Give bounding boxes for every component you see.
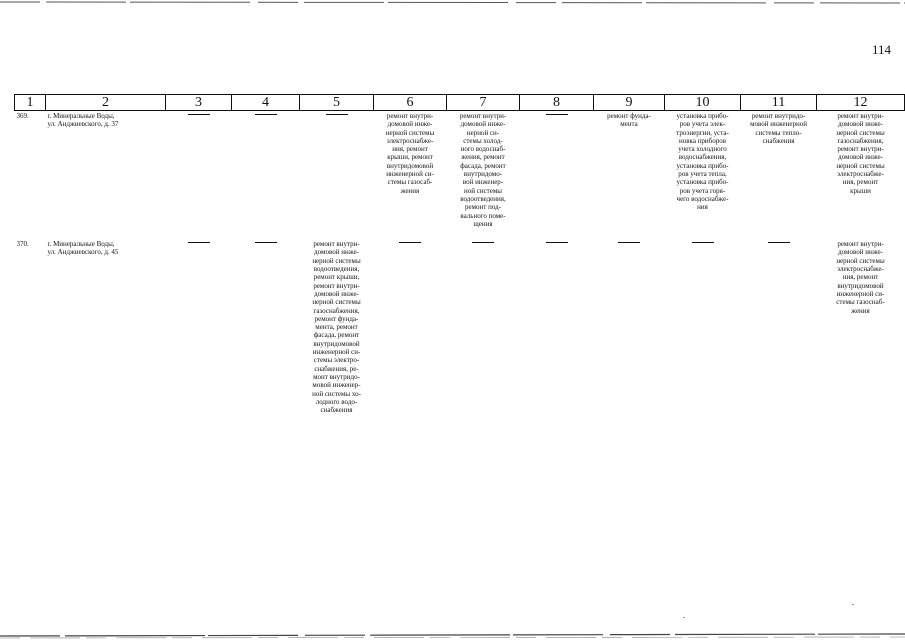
work-line: ремонт фунда- (607, 112, 651, 120)
empty-cell (665, 239, 741, 414)
address-cell (46, 111, 166, 229)
scan-edge-top (0, 0, 905, 6)
empty-cell (300, 111, 374, 229)
row-number: 370. (16, 240, 29, 249)
empty-cell (741, 239, 817, 414)
column-number-6: 6 (374, 95, 447, 111)
work-line: крыши, ремонт (387, 153, 433, 162)
scan-speck (852, 604, 854, 605)
column-number-1: 1 (15, 95, 46, 111)
empty-cell (594, 239, 665, 414)
work-line: ремонт внутри- (837, 240, 884, 249)
work-cell (447, 111, 520, 229)
dash-mark (546, 242, 568, 243)
work-line: установка прибо- (676, 161, 729, 170)
table-row (15, 239, 905, 414)
work-line: вального поме- (460, 211, 506, 220)
column-number-4: 4 (232, 95, 300, 111)
work-line: ремонт внутри- (313, 281, 360, 290)
address-line: г. Минеральные Воды, (47, 240, 115, 249)
work-line: ремонт под- (464, 203, 502, 212)
work-line: водоотведения, (313, 265, 360, 274)
work-line: монт внутридо- (313, 372, 360, 381)
column-number-7: 7 (447, 95, 520, 111)
work-line: стемы газосаб- (387, 178, 433, 187)
work-line: газоснабжения, (837, 136, 884, 145)
work-line: снабжения (320, 406, 353, 415)
work-line: домовой инже- (460, 120, 506, 129)
dash-mark (768, 242, 790, 243)
empty-cell (447, 239, 520, 414)
work-line: троэнергии, уста- (676, 128, 729, 137)
work-line: инженерной си- (836, 289, 885, 298)
work-line: водоснабжения, (678, 153, 727, 162)
work-cell (665, 111, 741, 229)
work-line: ния, ремонт (842, 178, 879, 187)
empty-cell (520, 111, 594, 229)
column-number-12: 12 (817, 95, 905, 111)
work-line: ремонт внутри- (837, 145, 884, 154)
work-line: нерной си- (466, 128, 500, 137)
dash-mark (255, 242, 277, 243)
column-number-5: 5 (300, 95, 374, 111)
work-cell (594, 111, 665, 229)
column-number-9: 9 (594, 95, 665, 111)
scan-edge-bottom (0, 628, 905, 640)
empty-cell (374, 239, 447, 414)
work-line: установка прибо- (676, 178, 729, 187)
work-line: снабжения, ре- (314, 364, 359, 373)
work-line: ния, ремонт (842, 273, 879, 282)
column-number-8: 8 (520, 95, 594, 111)
column-number-row (15, 95, 905, 111)
work-line: ремонт внутри- (386, 112, 434, 120)
column-number-2: 2 (46, 95, 166, 111)
work-line: мента, ремонт (315, 323, 358, 332)
work-line: ной системы хо- (312, 389, 361, 398)
work-line: ремонт внутридо- (751, 112, 806, 120)
scan-speck (683, 617, 685, 618)
work-line: нерной системы (836, 128, 885, 137)
empty-cell (166, 239, 232, 414)
work-cell (374, 111, 447, 229)
work-line: домовой инже- (314, 248, 359, 257)
work-line: инженерной си- (386, 170, 434, 179)
work-line: фасада, ремонт (313, 331, 360, 340)
address-line: г. Минеральные Воды, (47, 112, 115, 120)
work-line: ремонт фунда- (314, 314, 359, 323)
column-number-11: 11 (741, 95, 817, 111)
empty-cell (232, 111, 300, 229)
work-line: вой инженер- (462, 178, 504, 187)
work-line: ров учета элек- (679, 120, 726, 129)
work-line: снабжения (762, 136, 795, 145)
work-line: стемы электро- (313, 356, 360, 365)
work-line: новка приборов (678, 136, 727, 145)
work-line: ной системы (463, 186, 502, 195)
work-line: ремонт внутри- (313, 240, 360, 249)
work-line: мовой инженерной (750, 120, 807, 129)
work-line: стемы газоснаб- (836, 298, 885, 307)
work-line: домовой инже- (838, 120, 883, 129)
dash-mark (692, 242, 714, 243)
work-line: жения, ремонт (461, 153, 505, 162)
work-line: домовой инже- (387, 120, 433, 129)
table-row (15, 111, 905, 229)
empty-cell (232, 239, 300, 414)
dash-mark (472, 242, 494, 243)
work-line: нерной системы (312, 256, 361, 265)
address-line: ул. Анджиевского, д. 37 (47, 120, 119, 129)
work-line: внутридомовой (386, 161, 434, 170)
work-cell (817, 111, 905, 229)
work-line: нерной системы (312, 298, 361, 307)
work-line: ров учета горя- (679, 186, 726, 195)
work-line: домовой инже- (838, 248, 883, 257)
address-line: ул. Анджиевского, д. 45 (47, 248, 119, 257)
address-cell (46, 239, 166, 414)
work-line: ров учета тепла, (678, 170, 727, 179)
table-body (15, 111, 905, 415)
work-schedule-table (14, 94, 905, 414)
work-line: внутридомовой (837, 281, 884, 290)
work-line: электроснабже- (837, 265, 884, 274)
work-line: лодного водо- (315, 397, 358, 406)
work-line: электроснабже- (837, 170, 884, 179)
work-line: жения (851, 306, 870, 315)
work-line: нерной системы (385, 128, 435, 137)
dash-mark (546, 114, 568, 115)
work-line: мента (620, 120, 638, 129)
work-line: инженерной си- (312, 348, 361, 357)
work-line: нерной системы (836, 256, 885, 265)
dash-mark (255, 114, 277, 115)
work-line: водоотведения, (460, 194, 506, 203)
work-cell (817, 239, 905, 414)
work-line: чего водоснабже- (676, 194, 729, 203)
work-line: учета холодного (678, 145, 727, 154)
work-line: ного водоснаб- (460, 145, 506, 154)
work-line: крыши (850, 186, 871, 195)
empty-cell (166, 111, 232, 229)
work-cell (300, 239, 374, 414)
dash-mark (188, 114, 210, 115)
work-line: внутридомовой (313, 339, 360, 348)
dash-mark (399, 242, 421, 243)
work-line: системы тепло- (755, 128, 802, 137)
column-number-3: 3 (166, 95, 232, 111)
work-line: газоснабжения, (313, 306, 360, 315)
work-line: ния, ремонт (392, 145, 428, 154)
work-cell (741, 111, 817, 229)
work-line: ния (697, 203, 708, 212)
work-line: стемы холод- (463, 136, 503, 145)
row-spacer (15, 228, 905, 239)
work-line: нерной системы (836, 161, 885, 170)
column-number-10: 10 (665, 95, 741, 111)
work-line: жения (400, 186, 420, 195)
work-line: мовой инженер- (312, 381, 361, 390)
work-line: ремонт внутри- (837, 112, 884, 120)
empty-cell (520, 239, 594, 414)
work-line: домовой инже- (838, 153, 883, 162)
page-number: 114 (872, 42, 892, 57)
work-line: внутридомо- (463, 170, 503, 179)
dash-mark (326, 114, 348, 115)
work-line: установка прибо- (676, 112, 729, 120)
work-line: щения (473, 219, 493, 228)
work-line: домовой инже- (314, 289, 359, 298)
row-number: 369. (16, 112, 29, 120)
work-line: фасада, ремонт (460, 161, 506, 170)
work-line: ремонт внутри- (459, 112, 507, 120)
dash-mark (188, 242, 210, 243)
spacer-cell (15, 228, 905, 239)
dash-mark (618, 242, 640, 243)
work-line: электроснабже- (386, 136, 434, 145)
work-line: ремонт крыши, (313, 273, 360, 282)
